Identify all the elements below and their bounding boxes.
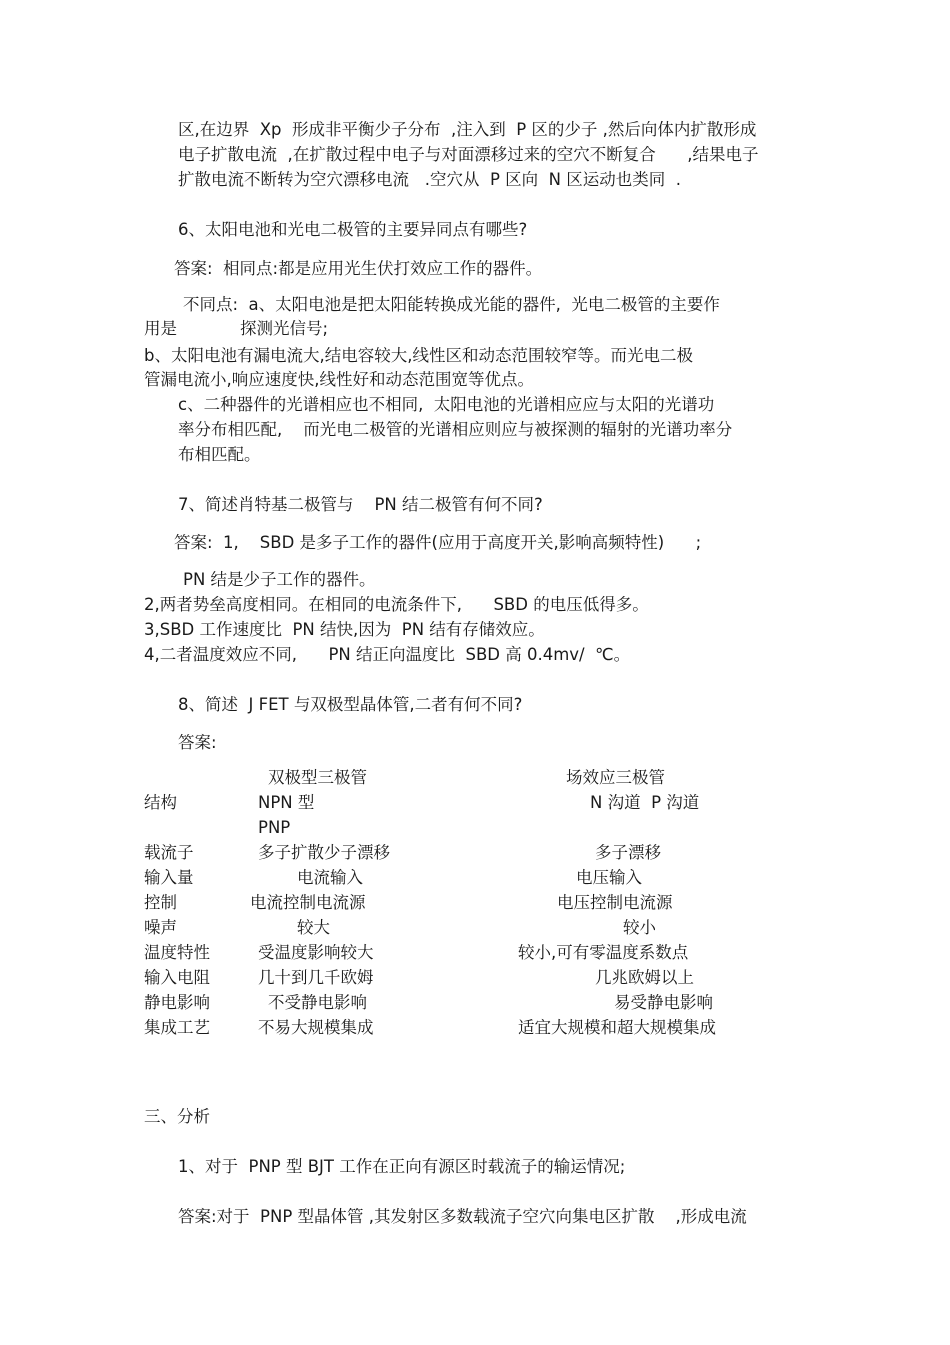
- row-bjt: 较大: [297, 918, 330, 937]
- table-header-bjt: 双极型三极管: [268, 768, 367, 787]
- section-heading: 三、分析: [144, 1107, 210, 1126]
- text-line: 率分布相匹配, 而光电二极管的光谱相应则应与被探测的辐射的光谱功率分: [178, 420, 733, 439]
- row-bjt: 多子扩散少子漂移: [258, 843, 390, 862]
- row-label: 输入电阻: [144, 968, 210, 987]
- row-bjt: 不易大规模集成: [258, 1018, 374, 1037]
- text-line: 布相匹配。: [178, 445, 261, 464]
- text-line: 2,两者势垒高度相同。在相同的电流条件下, SBD 的电压低得多。: [144, 595, 649, 614]
- table-header-fet: 场效应三极管: [566, 768, 665, 787]
- answer-line: 答案: 1, SBD 是多子工作的器件(应用于高度开关,影响高频特性) ;: [174, 533, 702, 552]
- row-label: 温度特性: [144, 943, 210, 962]
- text-line: 不同点: a、太阳电池是把太阳能转换成光能的器件, 光电二极管的主要作: [183, 295, 720, 314]
- row-fet: 较小: [623, 918, 656, 937]
- question-6: 6、太阳电池和光电二极管的主要异同点有哪些?: [178, 220, 528, 239]
- row-fet: 适宜大规模和超大规模集成: [518, 1018, 716, 1037]
- row-fet: 电压输入: [576, 868, 642, 887]
- row-fet: 多子漂移: [595, 843, 661, 862]
- row-bjt: 几十到几千欧姆: [258, 968, 374, 987]
- row-bjt: 电流控制电流源: [250, 893, 366, 912]
- row-bjt: 电流输入: [297, 868, 363, 887]
- row-fet: 较小,可有零温度系数点: [518, 943, 689, 962]
- row-label: 载流子: [144, 843, 194, 862]
- row-fet: N 沟道 P 沟道: [590, 793, 700, 812]
- row-label: 控制: [144, 893, 177, 912]
- row-bjt: 不受静电影响: [268, 993, 367, 1012]
- text-line: b、太阳电池有漏电流大,结电容较大,线性区和动态范围较窄等。而光电二极: [144, 346, 693, 365]
- question-1: 1、对于 PNP 型 BJT 工作在正向有源区时载流子的输运情况;: [178, 1157, 626, 1176]
- row-label: 集成工艺: [144, 1018, 210, 1037]
- row-bjt: PNP: [258, 818, 291, 837]
- answer-line: 答案:对于 PNP 型晶体管 ,其发射区多数载流子空穴向集电区扩散 ,形成电流: [178, 1207, 747, 1226]
- text-line: 用是 探测光信号;: [144, 319, 328, 338]
- row-label: 结构: [144, 793, 177, 812]
- question-8: 8、简述 J FET 与双极型晶体管,二者有何不同?: [178, 695, 523, 714]
- text-line: 4,二者温度效应不同, PN 结正向温度比 SBD 高 0.4mv/ ℃。: [144, 645, 631, 664]
- answer-line: 答案: 相同点:都是应用光生伏打效应工作的器件。: [174, 259, 543, 278]
- row-fet: 易受静电影响: [614, 993, 713, 1012]
- row-label: 静电影响: [144, 993, 210, 1012]
- text-line: 扩散电流不断转为空穴漂移电流 .空穴从 P 区向 N 区运动也类同 .: [178, 170, 681, 189]
- text-line: 电子扩散电流 ,在扩散过程中电子与对面漂移过来的空穴不断复合 ,结果电子: [178, 145, 759, 164]
- row-label: 输入量: [144, 868, 194, 887]
- row-bjt: NPN 型: [258, 793, 315, 812]
- row-fet: 电压控制电流源: [557, 893, 673, 912]
- question-7: 7、简述肖特基二极管与 PN 结二极管有何不同?: [178, 495, 543, 514]
- text-line: c、二种器件的光谱相应也不相同, 太阳电池的光谱相应应与太阳的光谱功: [178, 395, 715, 414]
- row-bjt: 受温度影响较大: [258, 943, 374, 962]
- text-line: 管漏电流小,响应速度快,线性好和动态范围宽等优点。: [144, 370, 534, 389]
- row-fet: 几兆欧姆以上: [595, 968, 694, 987]
- text-line: PN 结是少子工作的器件。: [183, 570, 376, 589]
- answer-label: 答案:: [178, 733, 217, 752]
- text-line: 区,在边界 Xp 形成非平衡少子分布 ,注入到 P 区的少子 ,然后向体内扩散形成: [178, 120, 757, 139]
- row-label: 噪声: [144, 918, 177, 937]
- text-line: 3,SBD 工作速度比 PN 结快,因为 PN 结有存储效应。: [144, 620, 545, 639]
